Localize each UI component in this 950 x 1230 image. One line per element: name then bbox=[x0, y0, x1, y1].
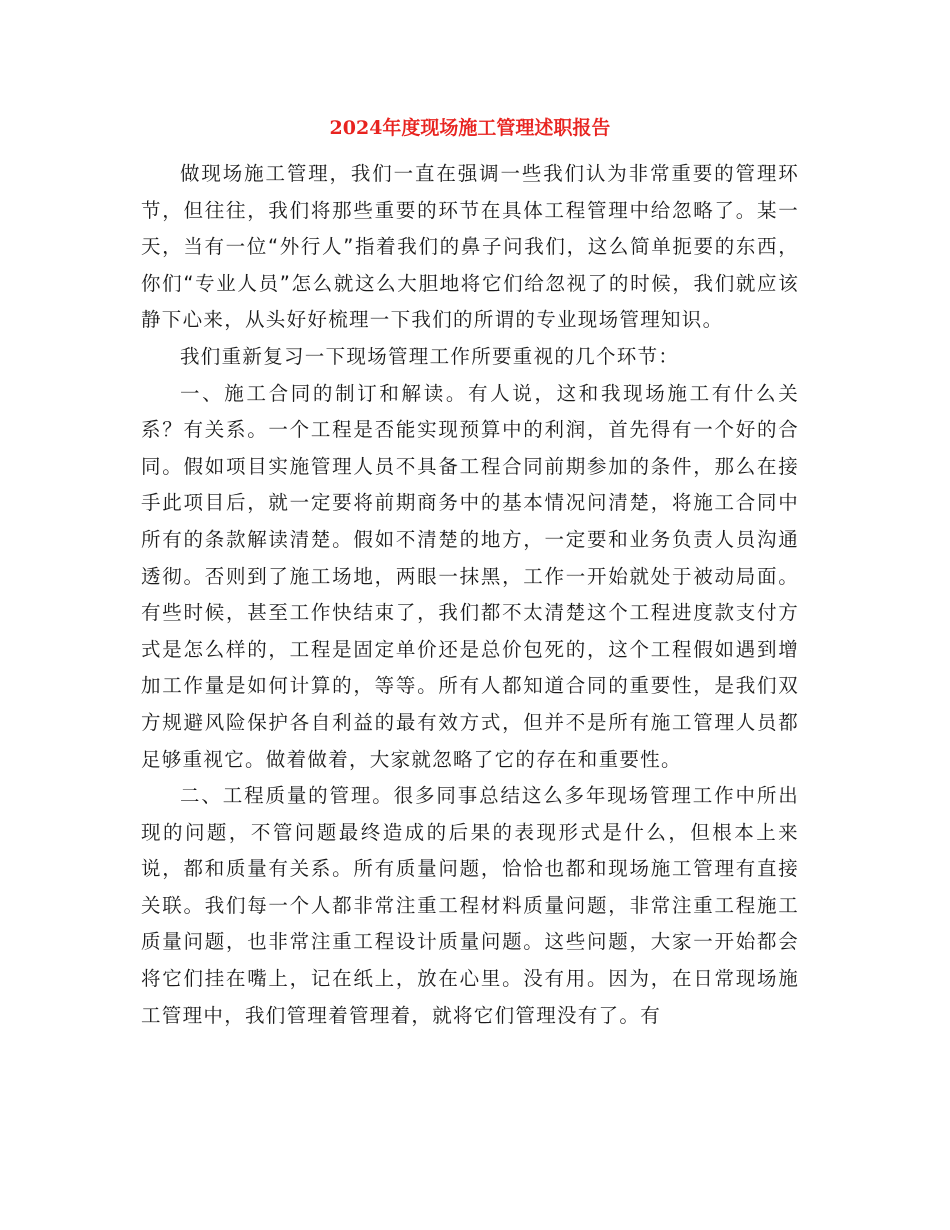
paragraph-quality: 二、工程质量的管理。很多同事总结这么多年现场管理工作中所出现的问题，不管问题最终造成的后果的表现形式是什么，但根本上来说，都和质量有关系。所有质量问题，恰恰也都和现场施工管理有直接关联。我们每一个人都非常注重工程材料质量问题，非常注重工程施工质量问题，也非常注重工程设计质量问题。这些问题，大家一开始都会将它们挂在嘴上，记在纸上，放在心里。没有用。因为，在日常现场施工管理中，我们管理着管理着，就将它们管理没有了。有 bbox=[141, 784, 799, 1027]
paragraph-review-lead: 我们重新复习一下现场管理工作所要重视的几个环节： bbox=[180, 344, 680, 368]
paragraph-contract: 一、施工合同的制订和解读。有人说，这和我现场施工有什么关系？有关系。一个工程是否能实现预算中的利润，首先得有一个好的合同。假如项目实施管理人员不具备工程合同前期参加的条件，那么在接手此项目后，就一定要将前期商务中的基本情况问清楚，将施工合同中所有的条款解读清楚。假如不清楚的地方，一定要和业务负责人员沟通透彻。否则到了施工场地，两眼一抹黑，工作一开始就处于被动局面。有些时候，甚至工作快结束了，我们都不太清楚这个工程进度款支付方式是怎么样的，工程是固定单价还是总价包死的，这个工程假如遇到增加工作量是如何计算的，等等。所有人都知道合同的重要性，是我们双方规避风险保护各自利益的最有效方式，但并不是所有施工管理人员都足够重视它。做着做着，大家就忽略了它的存在和重要性。 bbox=[141, 381, 799, 771]
paragraph-intro: 做现场施工管理，我们一直在强调一些我们认为非常重要的管理环节，但往往，我们将那些重要的环节在具体工程管理中给忽略了。某一天，当有一位“外行人”指着我们的鼻子问我们，这么简单扼要的东西，你们“专业人员”怎么就这么大胆地将它们给忽视了的时候，我们就应该静下心来，从头好好梳理一下我们的所谓的专业现场管理知识。 bbox=[141, 162, 799, 332]
document-title: 2024年度现场施工管理述职报告 bbox=[329, 117, 611, 139]
document-page bbox=[141, 112, 799, 1034]
